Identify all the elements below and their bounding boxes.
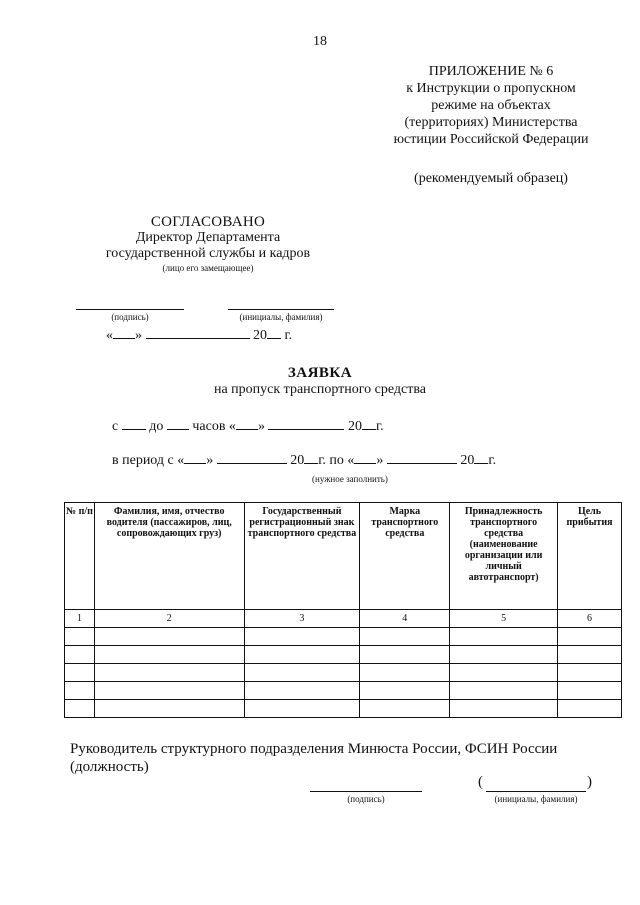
header-full-name: Фамилия, имя, отчество водителя (пассажиров, лиц, сопровождающих груз) xyxy=(94,503,244,610)
footer-paren-close: ) xyxy=(587,774,592,790)
table-cell[interactable] xyxy=(94,700,244,718)
time-day-blank xyxy=(236,418,258,430)
header-vehicle-brand: Марка транспортного средства xyxy=(360,503,450,610)
time-year-prefix: 20 xyxy=(347,419,362,434)
table-cell[interactable] xyxy=(558,646,622,664)
table-cell[interactable] xyxy=(360,682,450,700)
appendix-line: юстиции Российской Федерации xyxy=(393,132,589,147)
table-cell[interactable] xyxy=(558,682,622,700)
date-year-blank xyxy=(267,327,281,339)
header-registration-plate: Государственный регистрационный знак транспортного средства xyxy=(244,503,360,610)
table-cell[interactable] xyxy=(65,628,95,646)
time-close-quote: » xyxy=(257,419,265,434)
approval-name-line xyxy=(228,309,334,310)
table-cell[interactable] xyxy=(94,682,244,700)
date-day-blank xyxy=(113,327,135,339)
table-cell[interactable] xyxy=(450,628,558,646)
approval-position: Директор Департамента xyxy=(135,230,281,245)
time-from-blank xyxy=(122,418,146,430)
table-cell[interactable] xyxy=(244,646,360,664)
column-number: 2 xyxy=(94,610,244,628)
table-row xyxy=(65,700,622,718)
approval-department: государственной службы и кадров xyxy=(105,246,311,261)
table-cell[interactable] xyxy=(65,646,95,664)
table-row xyxy=(65,628,622,646)
time-month-blank xyxy=(268,418,344,430)
period-to-label: г. по « xyxy=(318,453,355,468)
date-open-quote: « xyxy=(106,328,113,343)
column-number: 1 xyxy=(65,610,95,628)
table-row xyxy=(65,664,622,682)
table-cell[interactable] xyxy=(244,682,360,700)
period-year2-prefix: 20 xyxy=(460,453,475,468)
period-day2-blank xyxy=(354,452,376,464)
table-cell[interactable] xyxy=(65,682,95,700)
column-number: 3 xyxy=(244,610,360,628)
period-year1-blank xyxy=(304,452,318,464)
table-cell[interactable] xyxy=(360,628,450,646)
header-purpose: Цель прибытия xyxy=(558,503,622,610)
time-to-label: до xyxy=(149,419,164,434)
document-subtitle: на пропуск транспортного средства xyxy=(213,382,427,397)
table-cell[interactable] xyxy=(94,664,244,682)
table-cell[interactable] xyxy=(450,664,558,682)
table-cell[interactable] xyxy=(558,700,622,718)
table-column-numbers xyxy=(65,610,622,628)
time-from-label: с xyxy=(112,419,119,434)
date-close-quote: » xyxy=(135,328,142,343)
period-year1-prefix: 20 xyxy=(290,453,305,468)
period-line xyxy=(112,452,496,469)
table-cell[interactable] xyxy=(360,664,450,682)
period-close1: » xyxy=(206,453,214,468)
table-cell[interactable] xyxy=(360,646,450,664)
table-cell[interactable] xyxy=(65,700,95,718)
page-number: 18 xyxy=(313,34,327,49)
table-cell[interactable] xyxy=(244,628,360,646)
date-year-prefix: 20 xyxy=(253,328,267,343)
table-cell[interactable] xyxy=(94,628,244,646)
table-cell[interactable] xyxy=(65,664,95,682)
table-cell[interactable] xyxy=(450,682,558,700)
approval-block xyxy=(78,214,338,274)
appendix-line: к Инструкции о пропускном xyxy=(406,81,576,96)
period-day1-blank xyxy=(184,452,206,464)
header-vehicle-ownership: Принадлежность транспортного средства (наименование организации или личный автотранспорт) xyxy=(450,503,558,610)
date-year-suffix: г. xyxy=(284,328,293,343)
table-cell[interactable] xyxy=(558,628,622,646)
time-year-suffix: г. xyxy=(375,419,384,434)
table-cell[interactable] xyxy=(360,700,450,718)
table-cell[interactable] xyxy=(558,664,622,682)
appendix-title: ПРИЛОЖЕНИЕ № 6 xyxy=(428,64,554,79)
table-cell[interactable] xyxy=(94,646,244,664)
approval-substitute: (лицо его замещающее) xyxy=(162,263,254,273)
time-line xyxy=(112,418,384,435)
column-number: 6 xyxy=(558,610,622,628)
appendix-line: (территориях) Министерства xyxy=(404,115,578,130)
header-number: № п/п xyxy=(65,503,95,610)
approval-signature-line xyxy=(76,309,184,310)
period-year2-suffix: г. xyxy=(488,453,497,468)
footer-position-line: Руководитель структурного подразделения Минюста России, ФСИН России xyxy=(70,741,558,757)
table-cell[interactable] xyxy=(450,700,558,718)
period-close2: » xyxy=(376,453,384,468)
footer-name-caption: (инициалы, фамилия) xyxy=(494,794,578,804)
period-month1-blank xyxy=(217,452,287,464)
table-row xyxy=(65,646,622,664)
column-number: 5 xyxy=(450,610,558,628)
approval-name-caption: (инициалы, фамилия) xyxy=(239,312,323,322)
footer-signature-caption: (подпись) xyxy=(347,794,385,804)
approval-heading: СОГЛАСОВАНО xyxy=(150,214,266,230)
sample-note: (рекомендуемый образец) xyxy=(414,171,568,186)
pass-request-table xyxy=(64,502,622,718)
appendix-block xyxy=(360,63,622,148)
footer-paren-open: ( xyxy=(478,774,483,790)
approval-signature-caption: (подпись) xyxy=(111,312,149,322)
document-title: ЗАЯВКА xyxy=(287,365,353,381)
table-cell[interactable] xyxy=(244,664,360,682)
approval-date-line xyxy=(106,327,292,344)
time-hours-label: часов « xyxy=(192,419,236,434)
date-month-blank xyxy=(146,327,250,339)
period-month2-blank xyxy=(387,452,457,464)
table-cell[interactable] xyxy=(450,646,558,664)
table-header-row xyxy=(65,503,622,610)
period-year2-blank xyxy=(474,452,488,464)
appendix-line: режиме на объектах xyxy=(431,98,551,113)
time-year-blank xyxy=(362,418,376,430)
table-row xyxy=(65,682,622,700)
footer-signature-line xyxy=(310,791,422,792)
period-from-label: в период с « xyxy=(112,453,185,468)
table-cell[interactable] xyxy=(244,700,360,718)
footer-name-line xyxy=(486,791,586,792)
fill-hint: (нужное заполнить) xyxy=(312,474,388,484)
footer-position-caption: (должность) xyxy=(70,759,149,775)
time-to-blank xyxy=(167,418,189,430)
footer-signatory xyxy=(70,740,557,776)
column-number: 4 xyxy=(360,610,450,628)
